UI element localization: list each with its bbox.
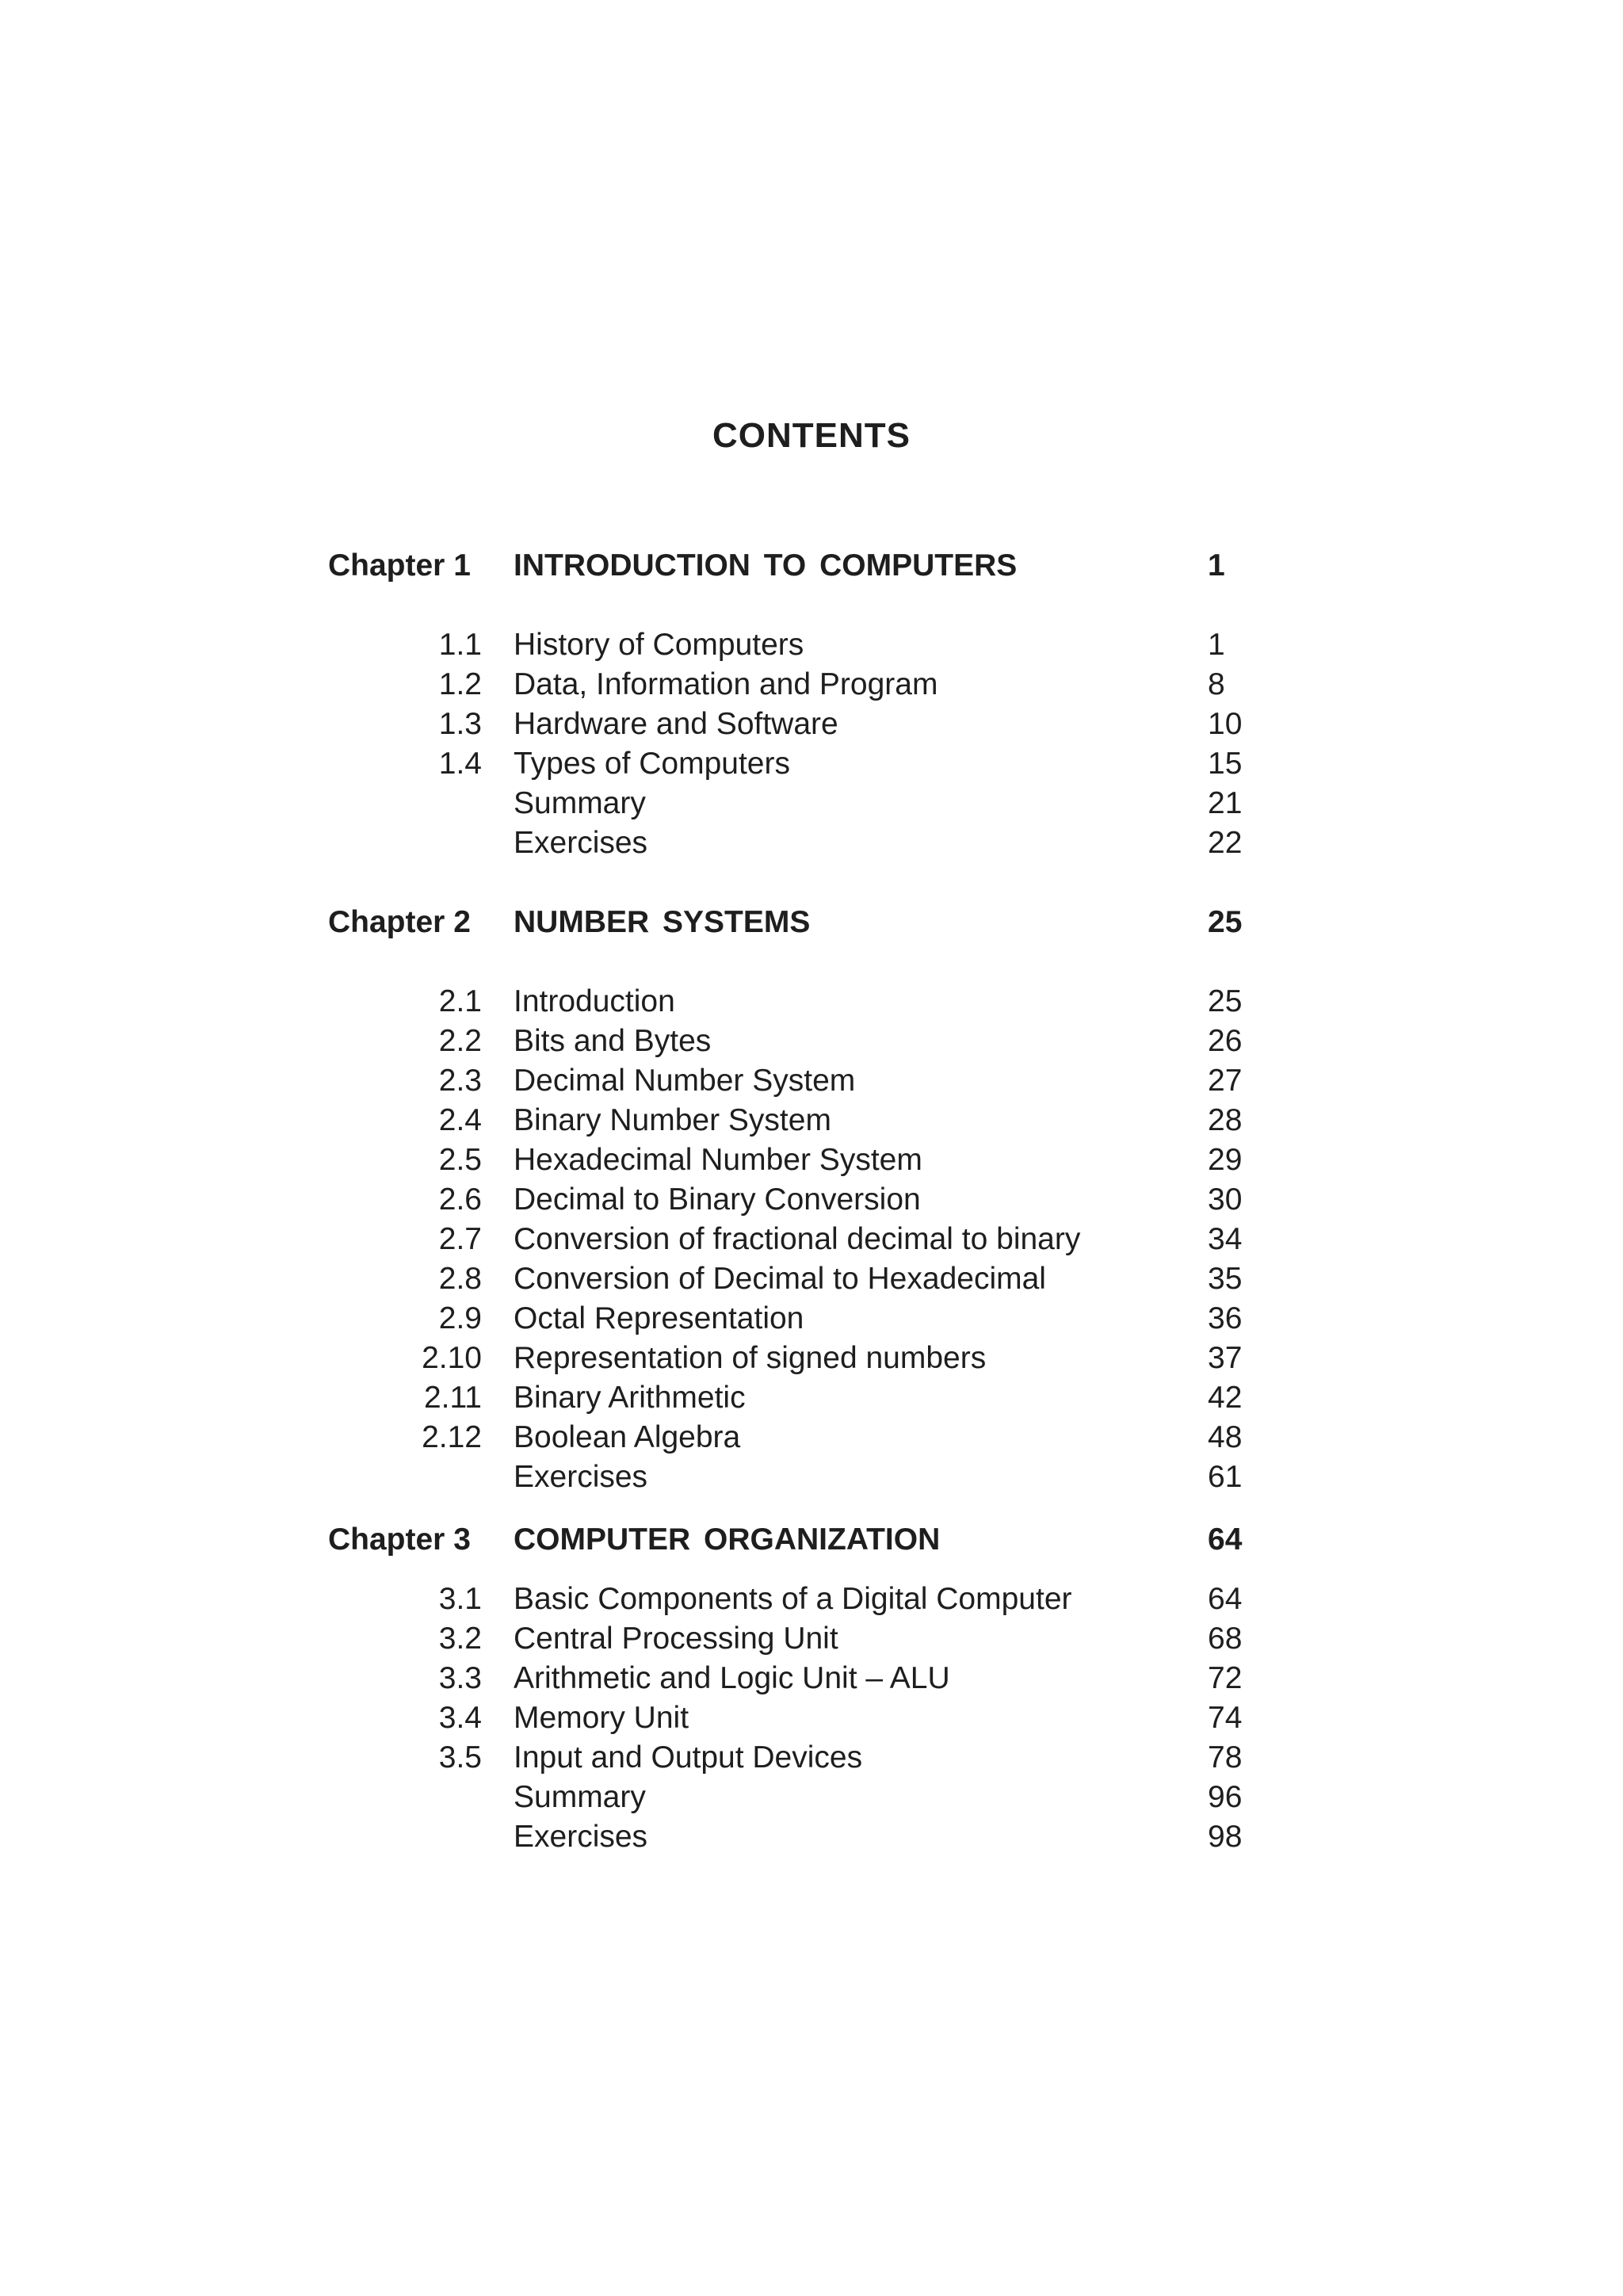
section-entry[interactable] [0, 1817, 1623, 1857]
section-title: Data, Information and Program [514, 667, 938, 701]
section-title: Binary Number System [514, 1103, 831, 1137]
section-entry[interactable] [0, 1299, 1623, 1339]
section-entry[interactable] [0, 1418, 1623, 1457]
section-page-number: 28 [1208, 1103, 1243, 1137]
section-title: Basic Components of a Digital Computer [514, 1582, 1072, 1616]
chapter-page-number: 25 [1208, 905, 1243, 939]
section-entry[interactable] [0, 1220, 1623, 1259]
section-title: Decimal Number System [514, 1064, 856, 1098]
section-page-number: 22 [1208, 826, 1243, 860]
section-number: 2.8 [438, 1262, 482, 1296]
section-entry[interactable] [0, 1580, 1623, 1619]
section-number: 1.1 [438, 628, 482, 662]
section-page-number: 48 [1208, 1420, 1243, 1454]
section-entry[interactable] [0, 1619, 1623, 1659]
chapter-title: COMPUTER ORGANIZATION [514, 1522, 941, 1557]
section-entry[interactable] [0, 823, 1623, 863]
section-number: 2.3 [438, 1064, 482, 1098]
section-number: 2.10 [422, 1341, 482, 1375]
section-title: Hexadecimal Number System [514, 1143, 922, 1177]
section-title: Exercises [514, 1460, 648, 1494]
section-page-number: 36 [1208, 1301, 1243, 1335]
chapter-heading[interactable] [0, 546, 1623, 586]
section-number: 3.4 [438, 1701, 482, 1735]
chapter-page-number: 64 [1208, 1522, 1243, 1557]
section-page-number: 72 [1208, 1661, 1243, 1695]
page-title: CONTENTS [712, 416, 911, 455]
section-entry[interactable] [0, 744, 1623, 784]
section-page-number: 8 [1208, 667, 1225, 701]
section-title: History of Computers [514, 628, 804, 662]
section-number: 2.7 [438, 1222, 482, 1256]
section-title: Boolean Algebra [514, 1420, 741, 1454]
section-page-number: 74 [1208, 1701, 1243, 1735]
section-number: 2.1 [438, 984, 482, 1018]
section-number: 3.1 [438, 1582, 482, 1616]
section-title: Arithmetic and Logic Unit – ALU [514, 1661, 950, 1695]
section-number: 3.2 [438, 1622, 482, 1656]
chapter-label: Chapter 2 [328, 905, 471, 939]
section-entry[interactable] [0, 1738, 1623, 1778]
section-number: 1.3 [438, 707, 482, 741]
section-entry[interactable] [0, 1378, 1623, 1418]
section-number: 2.4 [438, 1103, 482, 1137]
section-number: 1.2 [438, 667, 482, 701]
section-title: Exercises [514, 826, 648, 860]
section-entry[interactable] [0, 1698, 1623, 1738]
section-title: Hardware and Software [514, 707, 838, 741]
section-entry[interactable] [0, 1457, 1623, 1497]
section-title: Exercises [514, 1820, 648, 1854]
section-title: Central Processing Unit [514, 1622, 838, 1656]
section-title: Input and Output Devices [514, 1740, 863, 1775]
section-entry[interactable] [0, 705, 1623, 744]
section-page-number: 78 [1208, 1740, 1243, 1775]
section-title: Summary [514, 786, 646, 820]
section-title: Bits and Bytes [514, 1024, 712, 1058]
chapter-title: NUMBER SYSTEMS [514, 905, 811, 939]
section-page-number: 21 [1208, 786, 1243, 820]
section-page-number: 68 [1208, 1622, 1243, 1656]
section-title: Types of Computers [514, 747, 790, 781]
section-number: 2.6 [438, 1182, 482, 1217]
section-title: Conversion of Decimal to Hexadecimal [514, 1262, 1046, 1296]
section-page-number: 25 [1208, 984, 1243, 1018]
section-number: 2.12 [422, 1420, 482, 1454]
section-page-number: 15 [1208, 747, 1243, 781]
section-page-number: 64 [1208, 1582, 1243, 1616]
section-title: Memory Unit [514, 1701, 689, 1735]
section-number: 2.5 [438, 1143, 482, 1177]
section-entry[interactable] [0, 1778, 1623, 1817]
section-page-number: 34 [1208, 1222, 1243, 1256]
section-entry[interactable] [0, 1140, 1623, 1180]
section-entry[interactable] [0, 982, 1623, 1022]
chapter-page-number: 1 [1208, 548, 1225, 583]
section-entry[interactable] [0, 1101, 1623, 1140]
section-number: 2.9 [438, 1301, 482, 1335]
section-page-number: 1 [1208, 628, 1225, 662]
section-page-number: 27 [1208, 1064, 1243, 1098]
section-title: Conversion of fractional decimal to binary [514, 1222, 1081, 1256]
section-title: Representation of signed numbers [514, 1341, 987, 1375]
section-entry[interactable] [0, 665, 1623, 705]
section-entry[interactable] [0, 625, 1623, 665]
section-page-number: 10 [1208, 707, 1243, 741]
chapter-heading[interactable] [0, 903, 1623, 942]
section-number: 3.5 [438, 1740, 482, 1775]
section-title: Summary [514, 1780, 646, 1814]
section-number: 2.11 [423, 1381, 482, 1415]
section-page-number: 26 [1208, 1024, 1243, 1058]
section-page-number: 35 [1208, 1262, 1243, 1296]
section-number: 1.4 [438, 747, 482, 781]
section-page-number: 37 [1208, 1341, 1243, 1375]
section-entry[interactable] [0, 1180, 1623, 1220]
section-entry[interactable] [0, 784, 1623, 823]
chapter-label: Chapter 3 [328, 1522, 471, 1557]
section-entry[interactable] [0, 1061, 1623, 1101]
section-number: 2.2 [438, 1024, 482, 1058]
section-entry[interactable] [0, 1022, 1623, 1061]
section-page-number: 42 [1208, 1381, 1243, 1415]
section-entry[interactable] [0, 1339, 1623, 1378]
chapter-heading[interactable] [0, 1520, 1623, 1560]
section-title: Introduction [514, 984, 675, 1018]
section-entry[interactable] [0, 1659, 1623, 1698]
section-page-number: 96 [1208, 1780, 1243, 1814]
section-page-number: 29 [1208, 1143, 1243, 1177]
chapter-title: INTRODUCTION TO COMPUTERS [514, 548, 1018, 583]
section-number: 3.3 [438, 1661, 482, 1695]
section-page-number: 61 [1208, 1460, 1243, 1494]
section-page-number: 98 [1208, 1820, 1243, 1854]
section-title: Octal Representation [514, 1301, 804, 1335]
section-page-number: 30 [1208, 1182, 1243, 1217]
section-entry[interactable] [0, 1259, 1623, 1299]
chapter-label: Chapter 1 [328, 548, 471, 583]
section-title: Decimal to Binary Conversion [514, 1182, 921, 1217]
section-title: Binary Arithmetic [514, 1381, 746, 1415]
